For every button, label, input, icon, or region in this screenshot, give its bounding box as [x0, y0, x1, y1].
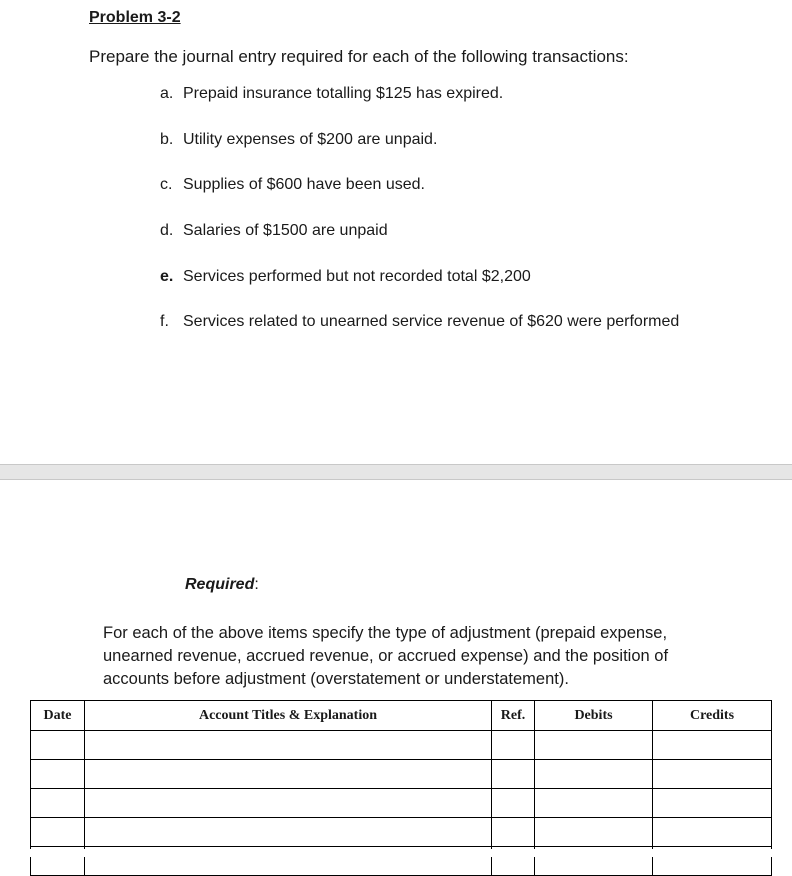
list-item	[160, 222, 388, 240]
account-titles-column-header: Account Titles & Explanation	[85, 701, 492, 731]
list-item-text: Services related to unearned service revenue of $620 were performed	[183, 313, 680, 330]
adjustment-instructions: For each of the above items specify the type of adjustment (prepaid expense, unearned revenue, accrued revenue, or accrued expense) and the position of accounts before adjustment (overstatement or understatement).	[103, 624, 669, 688]
list-item	[160, 268, 531, 286]
table-row	[31, 731, 772, 760]
account-cell[interactable]	[85, 818, 492, 847]
list-item	[160, 131, 437, 149]
required-heading	[185, 576, 259, 594]
date-cell[interactable]	[31, 818, 85, 847]
list-item-text: Salaries of $1500 are unpaid	[183, 222, 388, 239]
date-column-header: Date	[31, 701, 85, 731]
debit-cell[interactable]	[535, 818, 653, 847]
problem-title: Problem 3-2	[89, 9, 181, 26]
ref-cell[interactable]	[492, 818, 535, 847]
table-row	[31, 760, 772, 789]
required-colon: :	[254, 576, 259, 593]
date-cell[interactable]	[31, 789, 85, 818]
list-item-label: f.	[160, 313, 169, 330]
list-item-text: Utility expenses of $200 are unpaid.	[183, 131, 438, 148]
list-item	[160, 313, 679, 331]
credit-cell[interactable]	[653, 818, 772, 847]
credit-cell[interactable]	[653, 789, 772, 818]
debit-cell[interactable]	[535, 789, 653, 818]
debit-cell[interactable]	[535, 731, 653, 760]
page-break-divider	[0, 464, 792, 480]
table-row	[31, 789, 772, 818]
ref-cell[interactable]	[492, 731, 535, 760]
account-cell[interactable]	[85, 760, 492, 789]
ref-cell[interactable]	[492, 760, 535, 789]
list-item-label: a.	[160, 85, 174, 102]
account-cell[interactable]	[85, 731, 492, 760]
list-item	[160, 176, 425, 194]
list-item-label: b.	[160, 131, 174, 148]
credits-column-header: Credits	[653, 701, 772, 731]
debit-cell[interactable]	[535, 760, 653, 789]
table-row	[31, 818, 772, 847]
list-item-text: Services performed but not recorded total $2,200	[183, 268, 531, 285]
ref-cell[interactable]	[492, 789, 535, 818]
ref-column-header: Ref.	[492, 701, 535, 731]
credit-cell[interactable]	[653, 760, 772, 789]
page-bottom-edge	[0, 849, 792, 857]
list-item-label: e.	[160, 268, 174, 285]
required-label: Required	[185, 576, 255, 593]
account-cell[interactable]	[85, 789, 492, 818]
date-cell[interactable]	[31, 731, 85, 760]
list-item-label: c.	[160, 176, 173, 193]
list-item-text: Prepaid insurance totalling $125 has expired.	[183, 85, 504, 102]
debits-column-header: Debits	[535, 701, 653, 731]
list-item-label: d.	[160, 222, 174, 239]
date-cell[interactable]	[31, 760, 85, 789]
list-item-text: Supplies of $600 have been used.	[183, 176, 425, 193]
table-header-row	[31, 701, 772, 731]
list-item	[160, 85, 503, 103]
credit-cell[interactable]	[653, 731, 772, 760]
instructions-intro: Prepare the journal entry required for each of the following transactions:	[89, 47, 629, 66]
